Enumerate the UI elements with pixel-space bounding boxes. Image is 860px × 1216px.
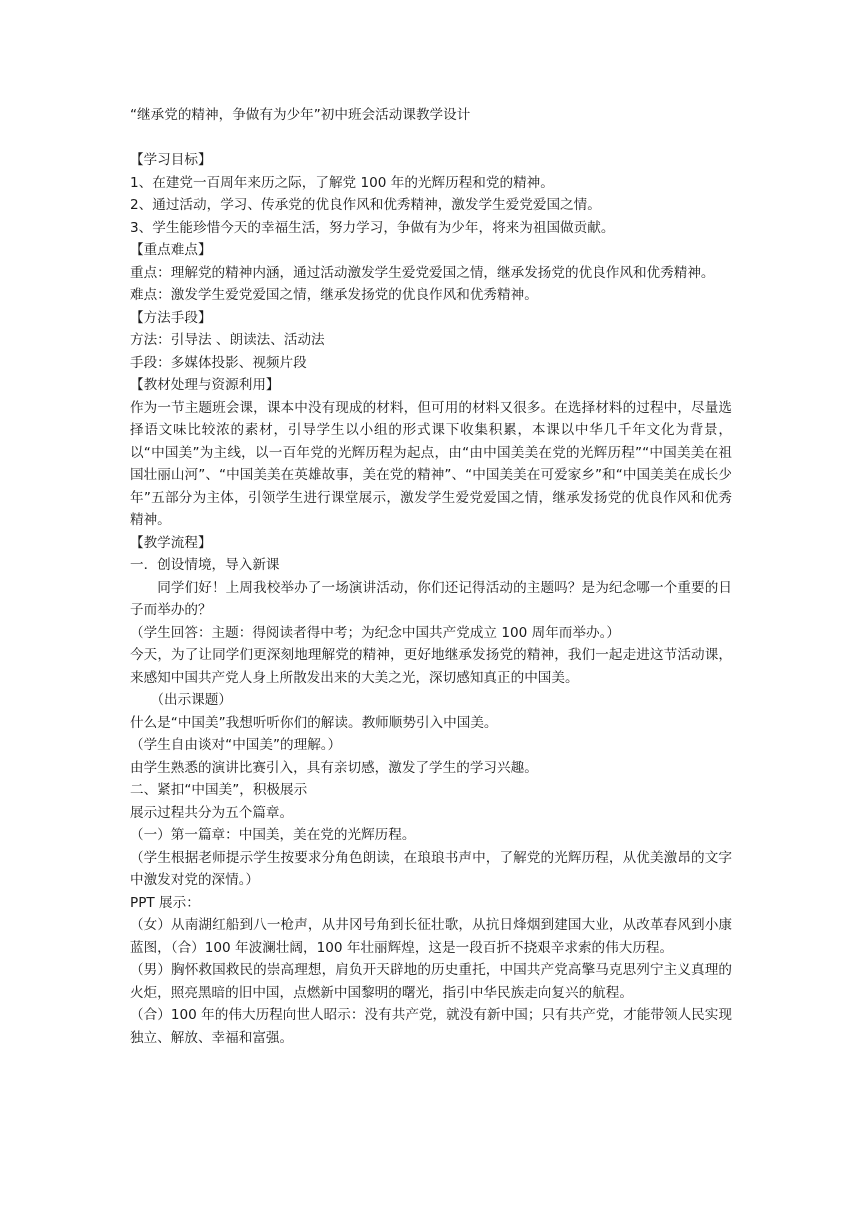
reading-female: （女）从南湖红船到八一枪声，从井冈号角到长征壮歌，从抗日烽烟到建国大业，从改革春风到小康蓝图，（合）100 年波澜壮阔，100 年壮丽辉煌，这是一段百折不挠艰辛求索的伟大历程。 xyxy=(130,917,732,956)
step-2-heading: 二、紧扣“中国美”，积极展示 xyxy=(130,782,308,798)
methods-line: 方法：引导法 、朗读法、活动法 xyxy=(130,332,325,348)
means-line: 手段：多媒体投影、视频片段 xyxy=(130,354,307,371)
objective-2: 2、通过活动，学习、传承党的优良作风和优秀精神，激发学生爱党爱国之情。 xyxy=(130,197,601,213)
blank-line xyxy=(130,127,732,150)
ppt-label: PPT 展示： xyxy=(130,894,200,911)
section-heading-key-points: 【重点难点】 xyxy=(130,242,212,258)
question-line: 什么是“中国美”我想听听你们的解读。教师顺势引入中国美。 xyxy=(130,714,498,731)
section-heading-objectives: 【学习目标】 xyxy=(130,152,212,168)
section-heading-methods: 【方法手段】 xyxy=(130,309,212,326)
intro-effect-line: 由学生熟悉的演讲比赛引入，具有亲切感，激发了学生的学习兴趣。 xyxy=(130,759,538,776)
objective-1: 1、在建党一百周年来历之际，了解党 100 年的光辉历程和党的精神。 xyxy=(130,174,554,191)
five-chapters-line: 展示过程共分为五个篇章。 xyxy=(130,804,294,821)
materials-paragraph: 作为一节主题班会课，课本中没有现成的材料，但可用的材料又很多。在选择材料的过程中，尽量选择语文味比较浓的素材，引导学生以小组的形式课下收集积累，本课以中华几千年文化为背景，以“中国美”为主线，以一百年党的光辉历程为起点，由“由中国美美在党的光辉历程”“中国美美在祖国壮丽山河”、“中国美美在英雄故事，美在党的精神”、“中国美美在可爱家乡”和“中国美美在成长少年”五部分为主体，引领学生进行课堂展示，激发学生爱党爱国之情，继承发扬党的优良作风和优秀精神。 xyxy=(130,399,732,528)
section-heading-materials: 【教材处理与资源利用】 xyxy=(130,377,280,393)
key-point: 重点：理解党的精神内涵，通过活动激发学生爱党爱国之情，继承发扬党的优良作风和优秀精神。 xyxy=(130,264,715,281)
teacher-opening-paragraph: 同学们好！上周我校举办了一场演讲活动，你们还记得活动的主题吗？是为纪念哪一个重要的日子而举办的？ xyxy=(130,579,732,618)
chapter-1-heading: （一）第一篇章：中国美，美在党的光辉历程。 xyxy=(130,827,416,843)
student-discussion-note: （学生自由谈对“中国美”的理解。） xyxy=(130,737,342,753)
document-title: “继承党的精神，争做有为少年”初中班会活动课教学设计 xyxy=(130,107,471,123)
objective-3: 3、学生能珍惜今天的幸福生活，努力学习，争做有为少年，将来为祖国做贡献。 xyxy=(130,219,615,236)
difficult-point: 难点：激发学生爱党爱国之情，继承发扬党的优良作风和优秀精神。 xyxy=(130,287,538,303)
step-1-heading: 一．创设情境，导入新课 xyxy=(130,557,280,573)
show-topic-note: （出示课题） xyxy=(150,692,232,708)
student-answer-paragraph: （学生回答：主题：得阅读者得中考；为纪念中国共产党成立 100 周年而举办。） xyxy=(130,624,620,641)
chapter-1-note: （学生根据老师提示学生按要求分角色朗读，在琅琅书声中，了解党的光辉历程，从优美激昂的文字中激发对党的深情。） xyxy=(130,849,732,888)
reading-together: （合）100 年的伟大历程向世人昭示：没有共产党，就没有新中国；只有共产党，才能带领人民实现独立、解放、幸福和富强。 xyxy=(130,1007,732,1046)
reading-male: （男）胸怀救国救民的崇高理想，肩负开天辟地的历史重托，中国共产党高擎马克思列宁主义真理的火炬，照亮黑暗的旧中国，点燃新中国黎明的曙光，指引中华民族走向复兴的航程。 xyxy=(130,962,732,1001)
intro-paragraph: 今天，为了让同学们更深刻地理解党的精神，更好地继承发扬党的精神，我们一起走进这节活动课，来感知中国共产党人身上所散发出来的大美之光，深切感知真正的中国美。 xyxy=(130,647,732,686)
section-heading-process: 【教学流程】 xyxy=(130,534,212,551)
document-page xyxy=(130,104,732,1049)
